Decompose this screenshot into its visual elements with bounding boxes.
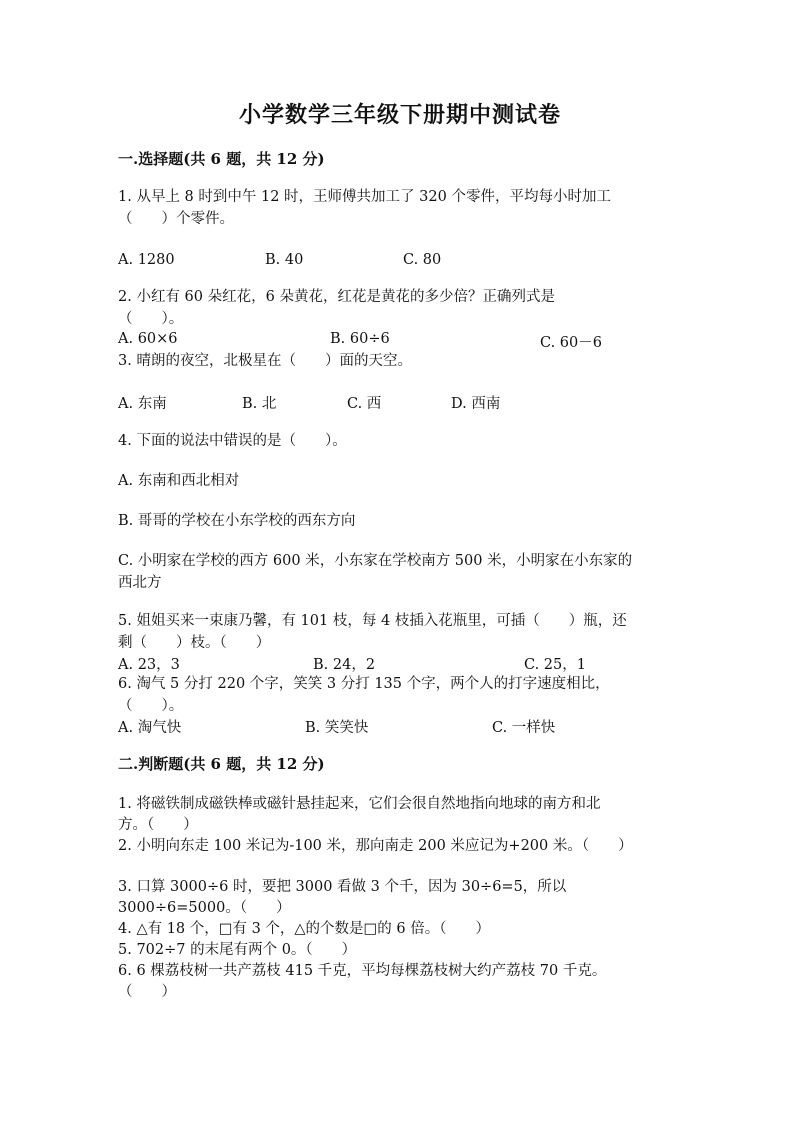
question-2-option-a: A. 60×6 <box>118 331 178 347</box>
question-6-option-c: C. 一样快 <box>492 720 556 736</box>
question-4-option-a: A. 东南和西北相对 <box>118 473 240 489</box>
question-6-line-1: 6. 淘气 5 分打 220 个字，笑笑 3 分打 135 个字，两个人的打字速度相比， <box>118 676 610 692</box>
question-1-line-1: 1. 从早上 8 时到中午 12 时，王师傅共加工了 320 个零件，平均每小时加工 <box>118 189 611 205</box>
section-heading-choice: 一.选择题(共 6 题，共 12 分) <box>118 150 325 168</box>
question-6-option-b: B. 笑笑快 <box>305 720 369 736</box>
question-1-option-b: B. 40 <box>265 252 304 268</box>
question-3-option-c: C. 西 <box>347 396 382 412</box>
question-4-option-c-line-2: 西北方 <box>118 575 162 591</box>
question-2-line-1: 2. 小红有 60 朵红花，6 朵黄花，红花是黄花的多少倍？正确列式是 <box>118 289 555 305</box>
question-5-option-a: A. 23，3 <box>118 657 180 673</box>
question-4-option-c-line-1: C. 小明家在学校的西方 600 米，小东家在学校南方 500 米，小明家在小东家的 <box>118 553 633 569</box>
question-4-option-b: B. 哥哥的学校在小东学校的西东方向 <box>118 513 356 529</box>
question-5-option-c: C. 25，1 <box>524 657 586 673</box>
judgement-2-line-1: 2. 小明向东走 100 米记为-100 米，那向南走 200 米应记为+200 米。（ ） <box>118 838 633 854</box>
judgement-6-line-2: （ ） <box>118 984 176 1000</box>
judgement-4-line-1: 4. △有 18 个，□有 3 个，△的个数是□的 6 倍。（ ） <box>118 921 490 937</box>
question-5-line-2: 剩（ ）枝。（ ） <box>118 635 271 651</box>
judgement-3-line-2: 3000÷6=5000。（ ） <box>118 900 291 916</box>
judgement-1-line-2: 方。（ ） <box>118 817 198 833</box>
judgement-6-line-1: 6. 6 棵荔枝树一共产荔枝 415 千克，平均每棵荔枝树大约产荔枝 70 千克。 <box>118 963 607 979</box>
question-2-option-c: C. 60－6 <box>540 335 602 351</box>
judgement-5-line-1: 5. 702÷7 的末尾有两个 0。（ ） <box>118 942 357 958</box>
question-4-line-1: 4. 下面的说法中错误的是（ ）。 <box>118 433 347 449</box>
question-3-option-d: D. 西南 <box>451 396 501 412</box>
question-3-line-1: 3. 晴朗的夜空，北极星在（ ）面的天空。 <box>118 353 412 369</box>
section-heading-judgement: 二.判断题(共 6 题，共 12 分) <box>118 755 325 773</box>
judgement-1-line-1: 1. 将磁铁制成磁铁棒或磁针悬挂起来，它们会很自然地指向地球的南方和北 <box>118 796 601 812</box>
question-1-option-c: C. 80 <box>403 252 442 268</box>
question-6-line-2: （ ）。 <box>118 698 184 714</box>
question-3-option-b: B. 北 <box>242 396 277 412</box>
question-3-option-a: A. 东南 <box>118 396 167 412</box>
judgement-3-line-1: 3. 口算 3000÷6 时，要把 3000 看做 3 个千，因为 30÷6=5，所以 <box>118 879 567 895</box>
page-title: 小学数学三年级下册期中测试卷 <box>238 102 561 128</box>
question-5-option-b: B. 24，2 <box>313 657 376 673</box>
question-1-line-2: （ ）个零件。 <box>118 211 234 227</box>
question-2-option-b: B. 60÷6 <box>330 331 390 347</box>
question-6-option-a: A. 淘气快 <box>118 720 182 736</box>
question-5-line-1: 5. 姐姐买来一束康乃馨，有 101 枝，每 4 枝插入花瓶里，可插（ ）瓶，还 <box>118 613 627 629</box>
question-1-option-a: A. 1280 <box>118 252 175 268</box>
question-2-line-2: （ ）。 <box>118 311 184 327</box>
